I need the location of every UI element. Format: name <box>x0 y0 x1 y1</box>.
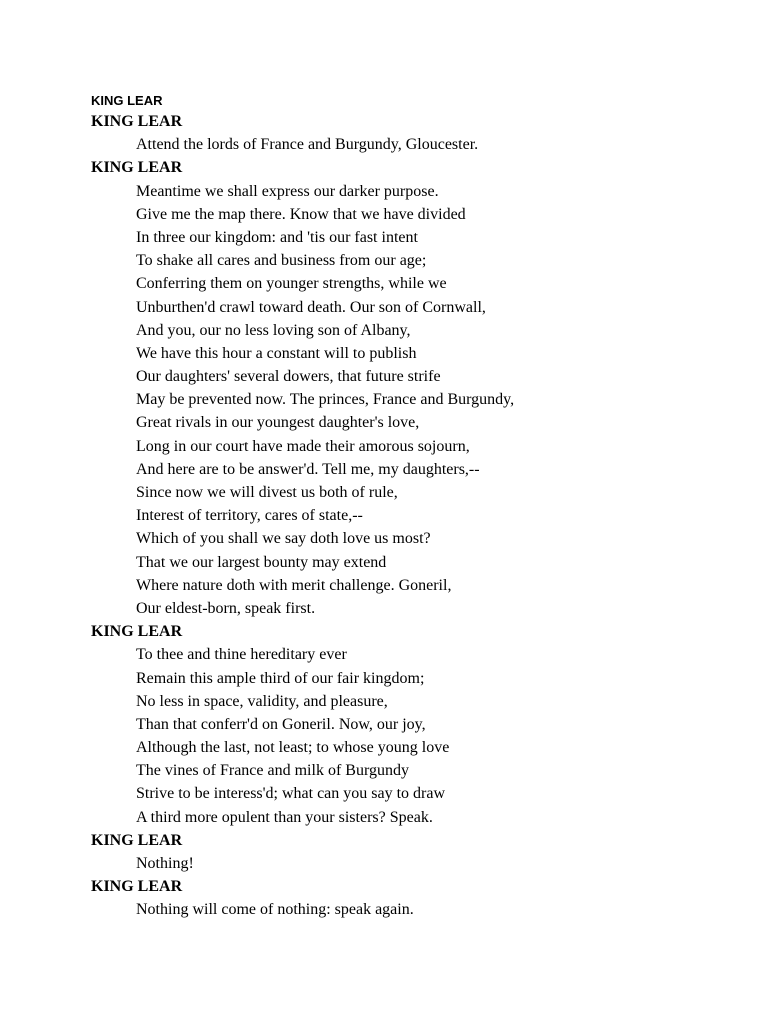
verse-line: Remain this ample third of our fair kingdom; <box>136 669 425 687</box>
speech-list <box>91 110 731 922</box>
verse-line: May be prevented now. The princes, France and Burgundy, <box>136 391 515 409</box>
verse-line: Attend the lords of France and Burgundy, Gloucester. <box>136 136 479 154</box>
verse-line: We have this hour a constant will to publish <box>136 344 417 362</box>
verse-line: Since now we will divest us both of rule, <box>136 484 398 501</box>
speaker-name: KING LEAR <box>91 159 183 177</box>
speech-block <box>91 620 731 829</box>
verse-line: No less in space, validity, and pleasure, <box>136 692 388 710</box>
verse-line: Than that conferr'd on Goneril. Now, our joy, <box>136 715 426 733</box>
verse-line: A third more opulent than your sisters? Speak. <box>136 808 433 826</box>
speaker-name: KING LEAR <box>91 831 183 849</box>
speaker-name: KING LEAR <box>91 878 183 896</box>
speaker-name: KING LEAR <box>91 623 183 641</box>
speech-block <box>91 110 731 156</box>
verse-line: And here are to be answer'd. Tell me, my daughters,-- <box>136 460 480 478</box>
speech-block <box>91 156 731 620</box>
verse-line: Our daughters' several dowers, that future strife <box>136 368 441 386</box>
speech-block <box>91 875 731 921</box>
verse-line: Great rivals in our youngest daughter's love, <box>136 414 420 432</box>
verse-line: To thee and thine hereditary ever <box>136 646 347 664</box>
verse-line: Give me the map there. Know that we have divided <box>136 205 466 223</box>
verse-line: That we our largest bounty may extend <box>136 553 387 571</box>
verse-line: Nothing will come of nothing: speak again. <box>136 901 414 919</box>
verse-line: Unburthen'd crawl toward death. Our son of Cornwall, <box>136 298 486 316</box>
verse-line: The vines of France and milk of Burgundy <box>136 762 409 780</box>
speech-block <box>91 829 731 875</box>
verse-line: Our eldest-born, speak first. <box>136 599 316 617</box>
document-page <box>91 92 731 922</box>
verse-line: To shake all cares and business from our age; <box>136 252 427 270</box>
verse-line: Which of you shall we say doth love us most? <box>136 530 431 548</box>
verse-line: Strive to be interess'd; what can you say to draw <box>136 785 446 803</box>
speaker-name: KING LEAR <box>91 113 183 130</box>
verse-line: Interest of territory, cares of state,-- <box>136 507 363 525</box>
verse-line: Long in our court have made their amorous sojourn, <box>136 437 470 455</box>
verse-line: Meantime we shall express our darker purpose. <box>136 182 439 200</box>
document-title: KING LEAR <box>91 93 163 108</box>
verse-line: Conferring them on younger strengths, while we <box>136 275 447 293</box>
verse-line: Where nature doth with merit challenge. Goneril, <box>136 576 452 594</box>
verse-line: And you, our no less loving son of Albany, <box>136 321 411 339</box>
verse-line: Nothing! <box>136 855 194 872</box>
verse-line: Although the last, not least; to whose young love <box>136 739 450 757</box>
verse-line: In three our kingdom: and 'tis our fast intent <box>136 228 418 246</box>
